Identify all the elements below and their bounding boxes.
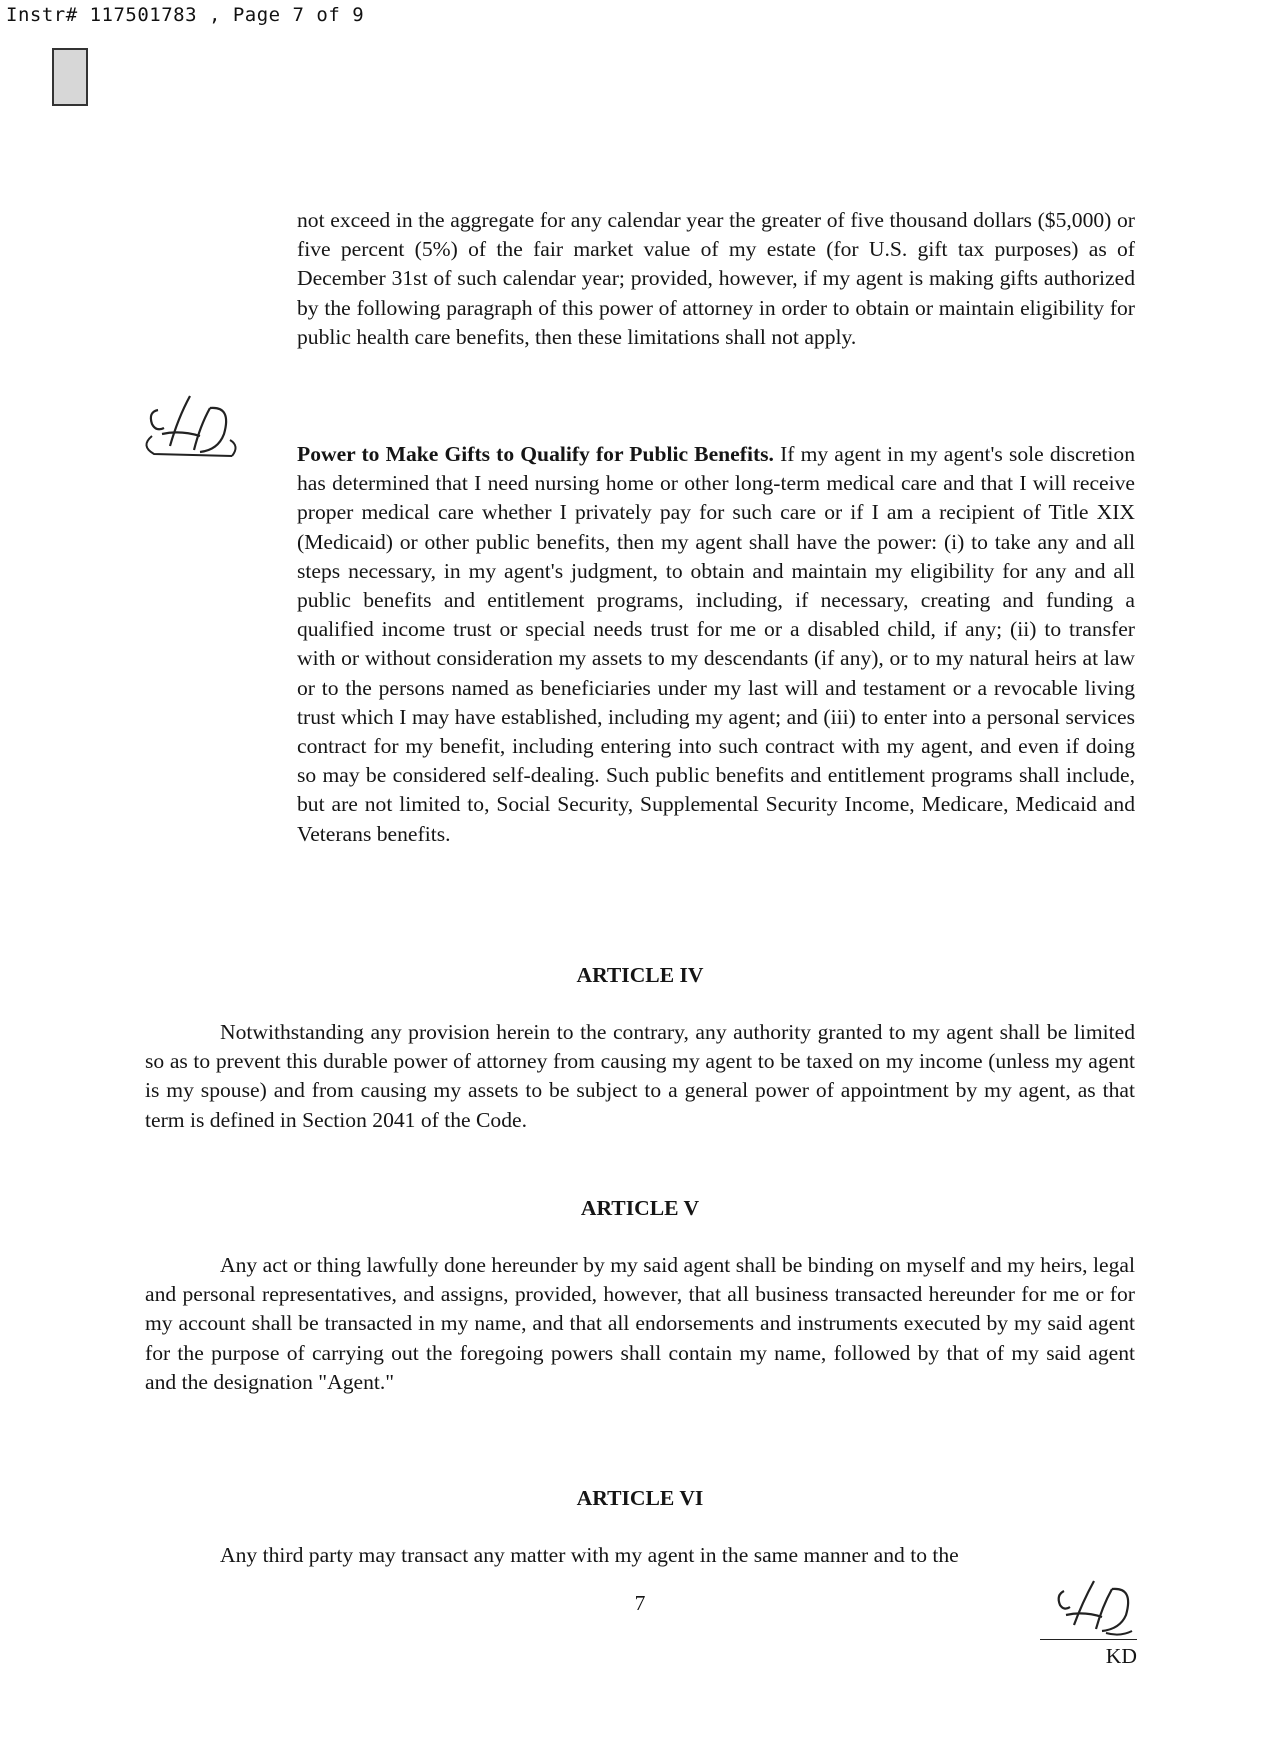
article-vi-text: Any third party may transact any matter with my agent in the same manner and to the <box>220 1543 959 1567</box>
redaction-box <box>52 48 88 106</box>
public-benefits-paragraph <box>297 440 1135 849</box>
initials-label: KD <box>1105 1644 1137 1668</box>
initials-line <box>1040 1639 1137 1640</box>
article-vi-heading: ARTICLE VI <box>576 1486 704 1510</box>
footer-initials-signature <box>1050 1575 1140 1641</box>
gift-limit-paragraph: not exceed in the aggregate for any calendar year the greater of five thousand dollars ($5,000) or five percent (5%) of the fair market value of my estate (for U.S. gift tax purposes) as of December 31st of such calendar year; provided, however, if my agent is making gifts authorized by the following paragraph of this power of attorney in order to obtain or maintain eligibility for public health care benefits, then these limitations shall not apply. <box>297 208 1135 349</box>
article-iv-text: Notwithstanding any provision herein to the contrary, any authority granted to my agent shall be limited so as to prevent this durable power of attorney from causing my agent to be taxed on my income (unless my agent is my spouse) and from causing my assets to be subject to a general power of appointment by my agent, as that term is defined in Section 2041 of the Code. <box>145 1020 1135 1132</box>
article-v-heading: ARTICLE V <box>580 1196 700 1220</box>
public-benefits-heading: Power to Make Gifts to Qualify for Public Benefits. <box>297 442 774 466</box>
article-iv-heading: ARTICLE IV <box>576 963 704 987</box>
margin-initials-signature <box>140 390 245 470</box>
public-benefits-text: If my agent in my agent's sole discretion has determined that I need nursing home or other long-term medical care and that I will receive proper medical care whether I privately pay for such care or if I am a recipient of Title XIX (Medicaid) or other public benefits, then my agent shall have the power: (i) to take any and all steps necessary, in my agent's judgment, to obtain and maintain my eligibility for any and all public benefits and entitlement programs, including, if necessary, creating and funding a qualified income trust or special needs trust for me or a disabled child, if any; (ii) to transfer with or without consideration my assets to my descendants (if any), or to my natural heirs at law or to the persons named as beneficiaries under my last will and testament or a revocable living trust which I may have established, including my agent; and (iii) to enter into a personal services contract for my benefit, including entering into such contract with my agent, and even if doing so may be considered self-dealing. Such public benefits and entitlement programs shall include, but are not limited to, Social Security, Supplemental Security Income, Medicare, Medicaid and Veterans benefits. <box>297 442 1135 846</box>
page-number: 7 <box>634 1591 646 1615</box>
instrument-header: Instr# 117501783 , Page 7 of 9 <box>6 4 365 26</box>
article-v-text: Any act or thing lawfully done hereunder by my said agent shall be binding on myself and my heirs, legal and personal representatives, and assigns, provided, however, that all business transacted hereunder for me or for my account shall be transacted in my name, and that all endorsements and instruments executed by my said agent for the purpose of carrying out the foregoing powers shall contain my name, followed by that of my said agent and the designation "Agent." <box>145 1253 1135 1394</box>
